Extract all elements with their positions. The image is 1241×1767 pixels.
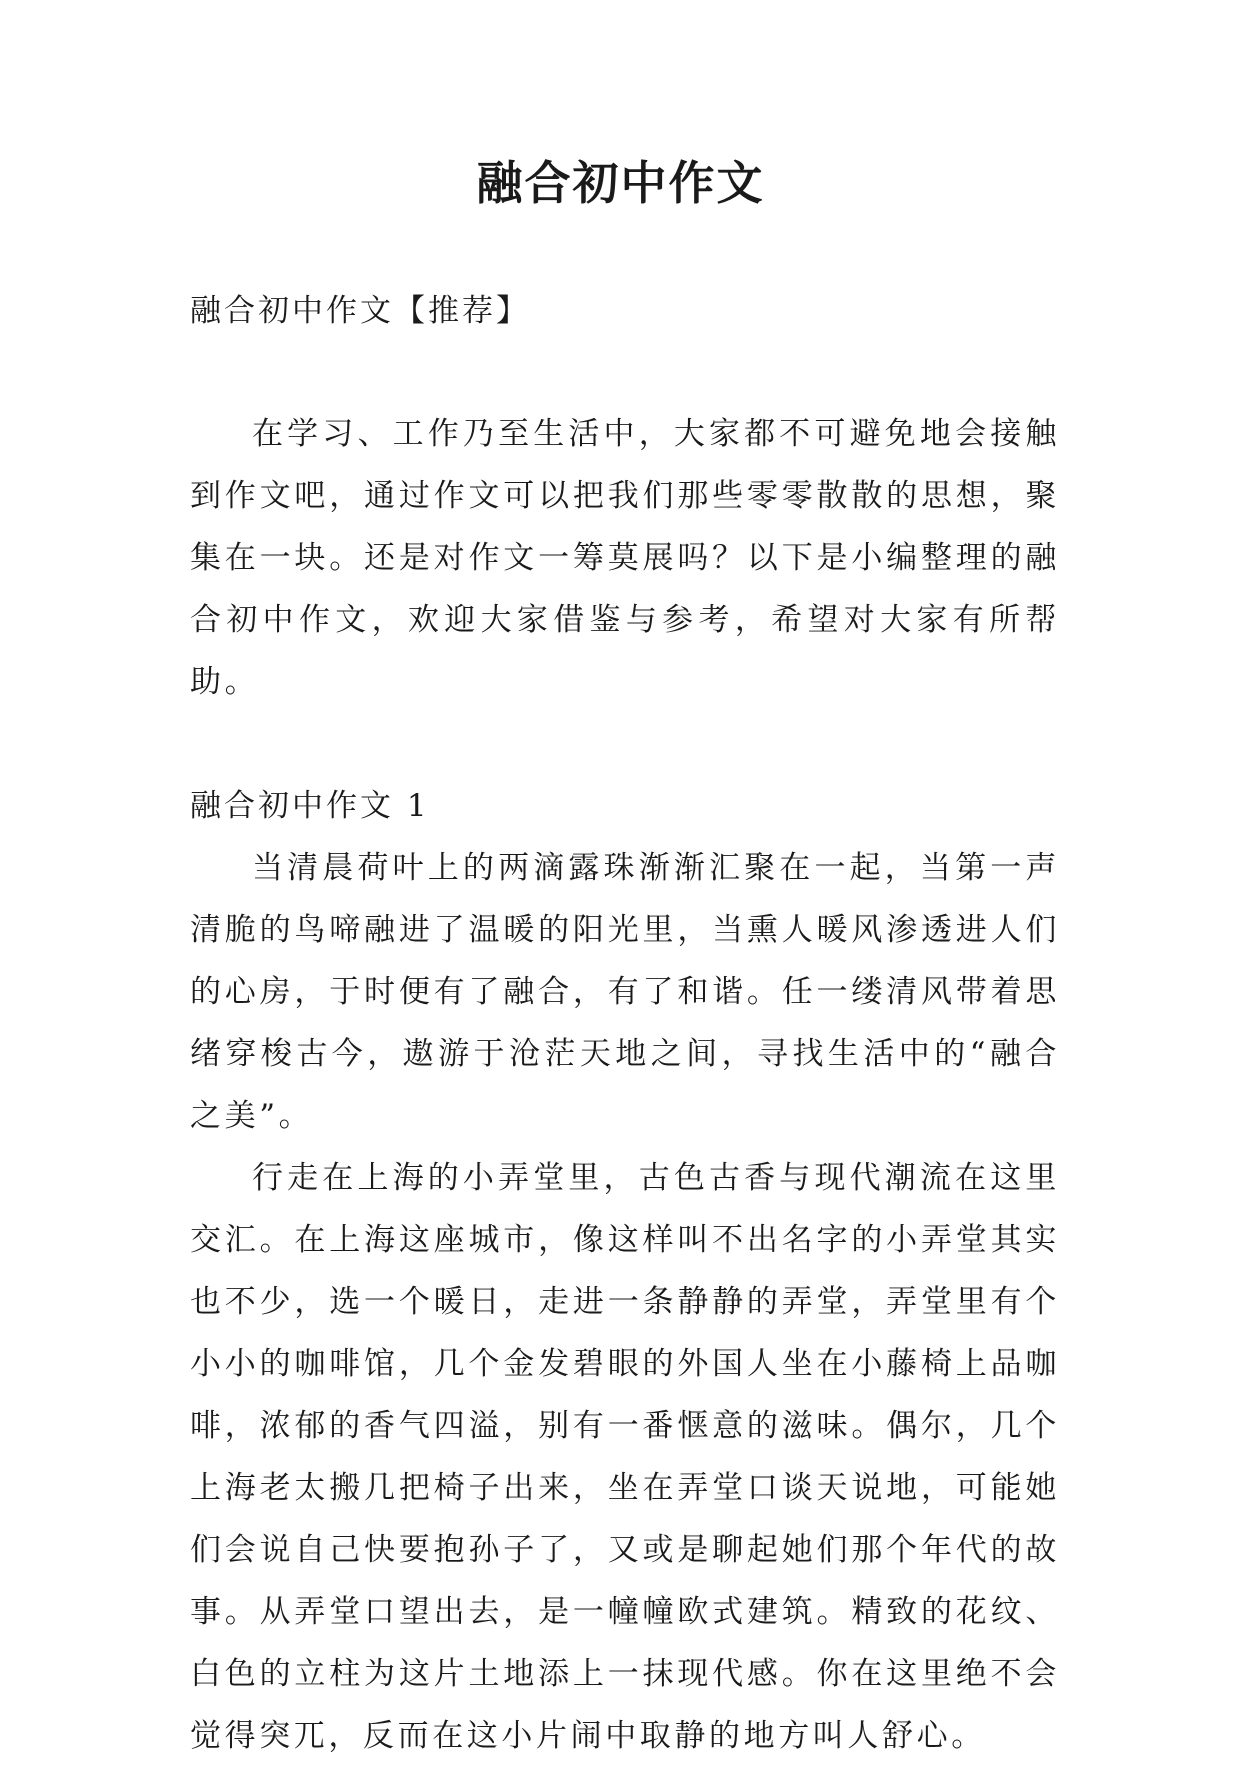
essay-heading: 融合初中作文 1 [190,788,430,824]
essay-section [190,775,1060,1767]
document-title: 融合初中作文 [476,156,765,210]
document-subtitle: 融合初中作文【推荐】 [190,293,530,329]
essay-paragraph: 当清晨荷叶上的两滴露珠渐渐汇聚在一起，当第一声清脆的鸟啼融进了温暖的阳光里，当熏人暖风渗透进人们的心房，于时便有了融合，有了和谐。任一缕清风带着思绪穿梭古今，遨游于沧茫天地之间，寻找生活中的“融合之美”。 [190,850,1060,1134]
document-body [190,280,1060,1767]
intro-paragraph: 在学习、工作乃至生活中，大家都不可避免地会接触到作文吧，通过作文可以把我们那些零零散散的思想，聚集在一块。还是对作文一筹莫展吗？以下是小编整理的融合初中作文，欢迎大家借鉴与参考，希望对大家有所帮助。 [190,416,1060,700]
essay-paragraph: 行走在上海的小弄堂里，古色古香与现代潮流在这里交汇。在上海这座城市，像这样叫不出名字的小弄堂其实也不少，选一个暖日，走进一条静静的弄堂，弄堂里有个小小的咖啡馆，几个金发碧眼的外国人坐在小藤椅上品咖啡，浓郁的香气四溢，别有一番惬意的滋味。偶尔，几个上海老太搬几把椅子出来，坐在弄堂口谈天说地，可能她们会说自己快要抱孙子了，又或是聊起她们那个年代的故事。从弄堂口望出去，是一幢幢欧式建筑。精致的花纹、白色的立柱为这片土地添上一抹现代感。你在这里绝不会觉得突兀，反而在这小片闹中取静的地方叫人舒心。 [190,1160,1060,1754]
